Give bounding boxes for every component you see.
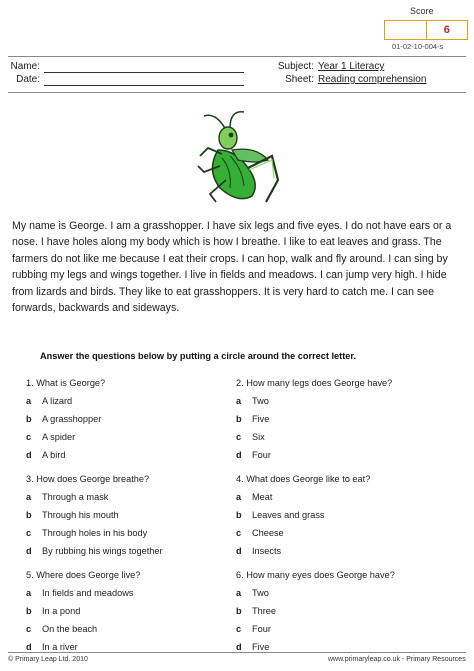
option-b[interactable]: b A grasshopper: [26, 414, 102, 424]
question-2: [236, 374, 466, 464]
option-b[interactable]: b Five: [236, 414, 270, 424]
option-a[interactable]: a Meat: [236, 492, 273, 502]
story-text: My name is George. I am a grasshopper. I have six legs and five eyes. I do not have ears or a nose. I have holes along my body which is how I breathe. I like to eat leaves and grass. The farmers do not like me because I eat their crops. I can hop, walk and fly around. I can sing by rubbing my legs and wings together. I live in fields and meadows. I can jump very high. I hide from lizards and birds. They like to eat grasshoppers. It is very hard to catch me. I can see forwards, backwards and sideways.: [12, 220, 452, 315]
question-3: [26, 470, 226, 560]
option-c[interactable]: c Cheese: [236, 528, 284, 538]
option-d[interactable]: d Five: [236, 642, 270, 652]
sheet-value: Reading comprehension: [318, 74, 427, 85]
name-field[interactable]: [44, 72, 244, 73]
subject-value: Year 1 Literacy: [318, 61, 385, 72]
date-field[interactable]: [44, 85, 244, 86]
question-text: 1. What is George?: [26, 378, 106, 388]
option-d[interactable]: d A bird: [26, 450, 66, 460]
option-a[interactable]: a Two: [236, 396, 269, 406]
header-divider: [8, 92, 466, 93]
sheet-code: 01-02-10-004-s: [392, 42, 444, 51]
option-b[interactable]: b Through his mouth: [26, 510, 119, 520]
question-text: 4. What does George like to eat?: [236, 474, 371, 484]
sheet-label: Sheet:: [285, 74, 314, 85]
site-link[interactable]: www.primaryleap.co.uk - Primary Resources: [328, 656, 466, 663]
grasshopper-icon: [186, 110, 286, 210]
option-a[interactable]: a A lizard: [26, 396, 73, 406]
option-a[interactable]: a Through a mask: [26, 492, 109, 502]
date-label: Date:: [16, 74, 40, 85]
question-5: [26, 566, 226, 656]
copyright-text: © Primary Leap Ltd. 2010: [8, 656, 88, 663]
score-label: Score: [410, 6, 434, 16]
option-d[interactable]: d By rubbing his wings together: [26, 546, 163, 556]
question-text: 5. Where does George live?: [26, 570, 141, 580]
footer-divider: [8, 652, 466, 653]
score-box: [384, 20, 468, 40]
option-b[interactable]: b Leaves and grass: [236, 510, 325, 520]
option-c[interactable]: c Six: [236, 432, 265, 442]
option-a[interactable]: a In fields and meadows: [26, 588, 134, 598]
option-b[interactable]: b Three: [236, 606, 277, 616]
option-b[interactable]: b In a pond: [26, 606, 81, 616]
top-divider: [8, 56, 466, 57]
option-c[interactable]: c A spider: [26, 432, 76, 442]
option-d[interactable]: d Insects: [236, 546, 282, 556]
option-c[interactable]: c Through holes in his body: [26, 528, 148, 538]
score-entry-cell[interactable]: [385, 21, 427, 39]
option-d[interactable]: d Four: [236, 450, 271, 460]
question-1: [26, 374, 226, 464]
question-text: 2. How many legs does George have?: [236, 378, 393, 388]
option-d[interactable]: d In a river: [26, 642, 78, 652]
option-c[interactable]: c On the beach: [26, 624, 98, 634]
instructions: Answer the questions below by putting a circle around the correct letter.: [40, 351, 357, 361]
subject-label: Subject:: [277, 61, 314, 72]
question-text: 6. How many eyes does George have?: [236, 570, 395, 580]
name-label: Name:: [10, 61, 40, 72]
question-6: [236, 566, 466, 656]
question-4: [236, 470, 466, 560]
option-c[interactable]: c Four: [236, 624, 271, 634]
score-total: 6: [443, 24, 450, 36]
question-text: 3. How does George breathe?: [26, 474, 150, 484]
option-a[interactable]: a Two: [236, 588, 269, 598]
